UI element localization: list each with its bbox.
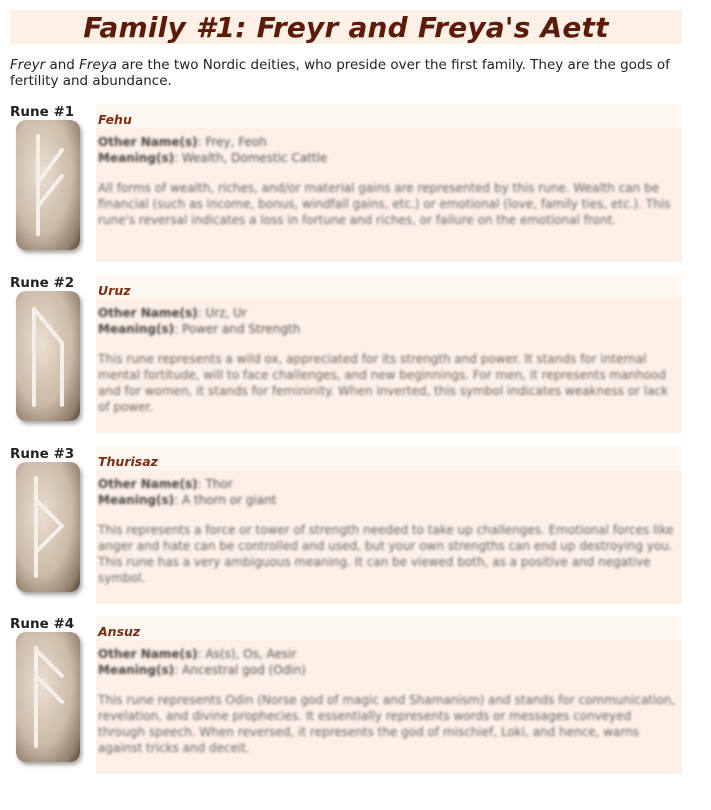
meaning-value: Wealth, Domestic Cattle bbox=[181, 151, 328, 165]
meaning-row: Meaning(s): Wealth, Domestic Cattle bbox=[98, 151, 328, 165]
other-names-value: Frey, Feoh bbox=[205, 135, 267, 149]
other-names-label: Other Name(s) bbox=[98, 477, 198, 491]
other-names-value: Urz, Ur bbox=[205, 306, 247, 320]
meaning-label: Meaning(s) bbox=[98, 663, 175, 677]
rune-label: Rune #4 bbox=[10, 616, 75, 632]
other-names-row: Other Name(s): Thor bbox=[98, 477, 233, 491]
meaning-row: Meaning(s): Ancestral god (Odin) bbox=[98, 663, 306, 677]
rune-description: This rune represents Odin (Norse god of magic and Shamanism) and stands for communication, revelation, and divine prophecies. It essentially represents words or messages conveyed through speech. When reversed, it represents the god of mischief, Loki, and hence, warns against tricks and deceit. bbox=[98, 693, 676, 755]
thurisaz-rune-stone-image bbox=[16, 462, 80, 592]
rune-info-panel bbox=[96, 446, 682, 604]
other-names-value: Thor bbox=[205, 477, 233, 491]
meaning-row: Meaning(s): Power and Strength bbox=[98, 322, 301, 336]
meaning-label: Meaning(s) bbox=[98, 322, 175, 336]
rune-name: Thurisaz bbox=[98, 454, 158, 469]
meaning-label: Meaning(s) bbox=[98, 493, 175, 507]
rune-label: Rune #3 bbox=[10, 446, 75, 462]
intro-name-freyr: Freyr bbox=[10, 57, 46, 73]
other-names-row: Other Name(s): Urz, Ur bbox=[98, 306, 247, 320]
ansuz-rune-stone-image bbox=[16, 632, 80, 762]
rune-name: Ansuz bbox=[98, 624, 141, 639]
rune-description: All forms of wealth, riches, and/or material gains are represented by this rune. Wealth can be financial (such as income, bonus, windfall gains, etc.) or emotional (love, family ties, etc.). This rune's reversal indicates a loss in fortune and riches, or failure on the emotional front. bbox=[98, 181, 671, 227]
other-names-label: Other Name(s) bbox=[98, 306, 198, 320]
rune-block-1 bbox=[10, 104, 682, 262]
rune-block-3 bbox=[10, 446, 682, 604]
intro-and: and bbox=[45, 57, 80, 73]
rune-label: Rune #1 bbox=[10, 104, 75, 120]
meaning-value: Power and Strength bbox=[181, 322, 301, 336]
rune-name: Fehu bbox=[98, 112, 132, 127]
meaning-label: Meaning(s) bbox=[98, 151, 175, 165]
title-bar bbox=[10, 10, 682, 44]
rune-name: Uruz bbox=[98, 283, 131, 298]
other-names-row: Other Name(s): Frey, Feoh bbox=[98, 135, 267, 149]
rune-description: This represents a force or tower of strength needed to take up challenges. Emotional forces like anger and hate can be controlled and used, but your own strengths can end up destroying you. This rune has a very ambiguous meaning. It can be viewed both, as a positive and negative symbol. bbox=[98, 523, 674, 585]
uruz-rune-stone-image bbox=[16, 291, 80, 421]
page-title: Family #1: Freyr and Freya's Aett bbox=[83, 10, 609, 44]
meaning-row: Meaning(s): A thorn or giant bbox=[98, 493, 277, 507]
intro-name-freya: Freya bbox=[79, 57, 118, 73]
fehu-rune-stone-image bbox=[16, 120, 80, 250]
meaning-value: A thorn or giant bbox=[181, 493, 277, 507]
intro-text: are the two Nordic deities, who preside over the first family. They are the gods of fertility and abundance. bbox=[10, 57, 670, 89]
other-names-row: Other Name(s): As(s), Os, Aesir bbox=[98, 647, 297, 661]
other-names-label: Other Name(s) bbox=[98, 135, 198, 149]
other-names-label: Other Name(s) bbox=[98, 647, 198, 661]
rune-block-2 bbox=[10, 275, 682, 433]
rune-info-panel bbox=[96, 616, 682, 774]
intro-paragraph bbox=[10, 57, 680, 89]
rune-label: Rune #2 bbox=[10, 275, 75, 291]
meaning-value: Ancestral god (Odin) bbox=[181, 663, 306, 677]
rune-info-panel bbox=[96, 275, 682, 433]
rune-block-4 bbox=[10, 616, 682, 774]
rune-info-panel bbox=[96, 104, 682, 262]
other-names-value: As(s), Os, Aesir bbox=[205, 647, 297, 661]
rune-description: This rune represents a wild ox, appreciated for its strength and power. It stands for internal mental fortitude, will to face challenges, and new beginnings. For men, it represents manhood and for women, it stands for femininity. When inverted, this symbol indicates weakness or lack of power. bbox=[98, 352, 669, 414]
